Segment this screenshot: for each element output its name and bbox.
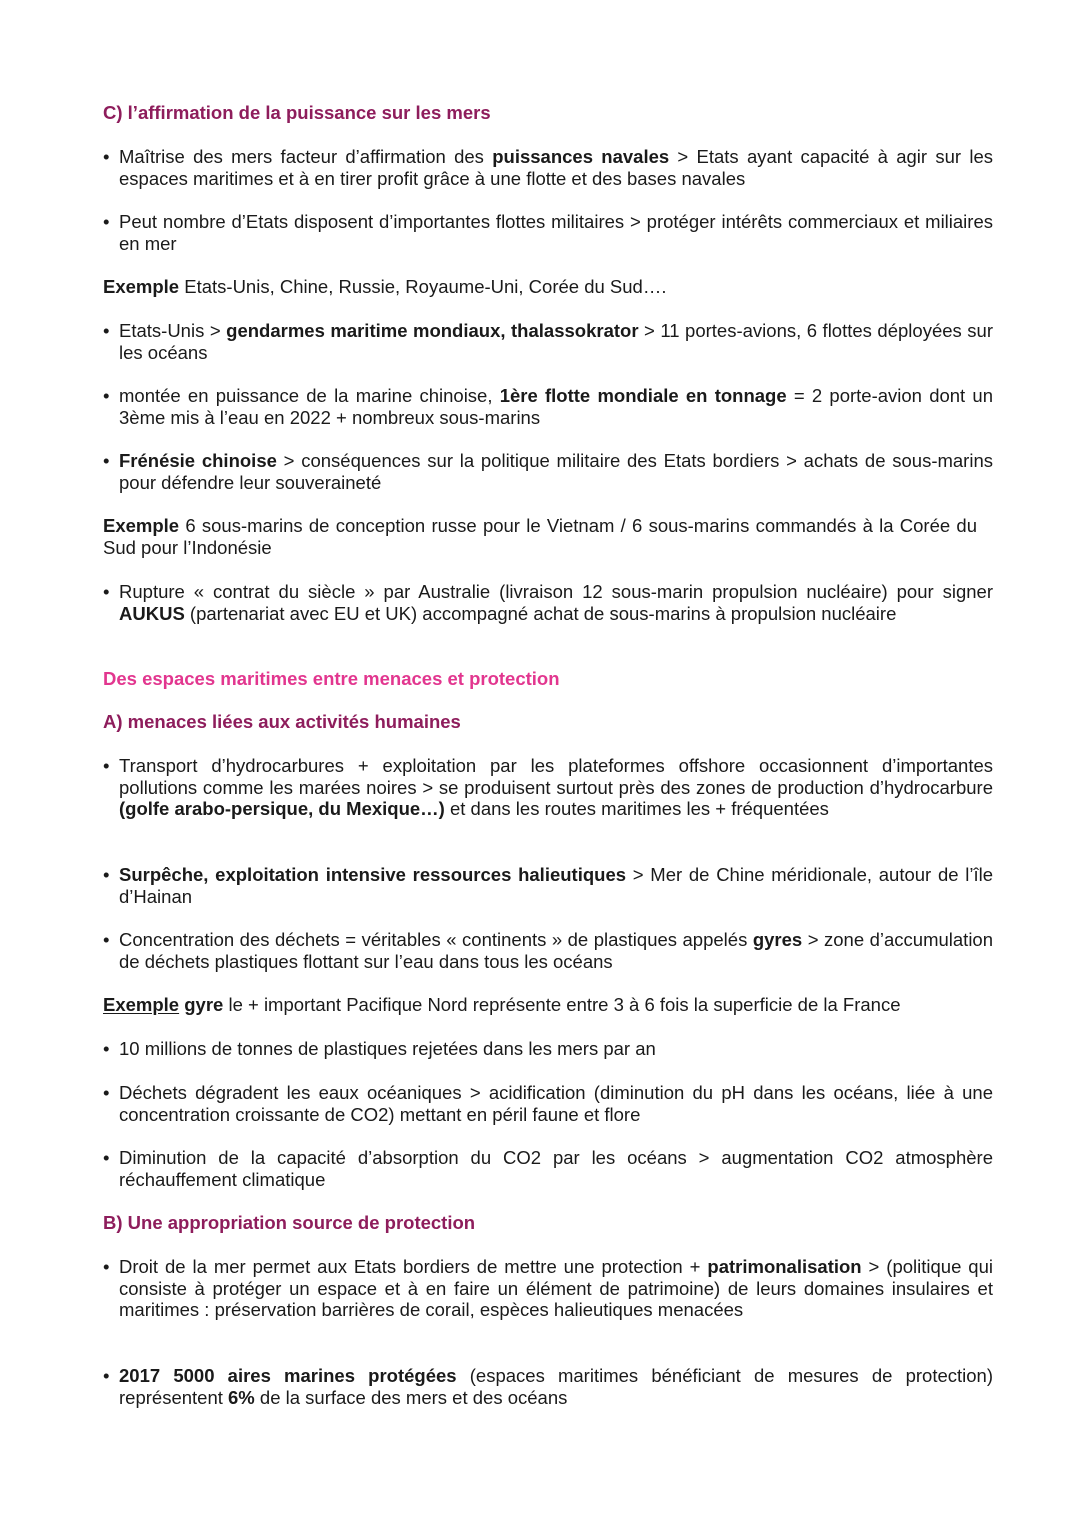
- section-c-bullet-1: • Maîtrise des mers facteur d’affirmation des puissances navales > Etats ayant capacité à agir sur les espaces maritimes et à en tirer profit grâce à une flotte et des bases navales: [103, 146, 993, 189]
- section-a-bullet-6: • Diminution de la capacité d’absorption du CO2 par les océans > augmentation CO2 atmosphère réchauffement climatique: [103, 1147, 993, 1190]
- section-a-bullet-2: • Surpêche, exploitation intensive ressources halieutiques > Mer de Chine méridionale, autour de l’île d’Hainan: [103, 864, 993, 907]
- section-a-title: A) menaces liées aux activités humaines: [103, 711, 461, 732]
- section-a-bullet-3: • Concentration des déchets = véritables « continents » de plastiques appelés gyres > zone d’accumulation de déchets plastiques flottant sur l’eau dans tous les océans: [103, 929, 993, 972]
- section-b-title: B) Une appropriation source de protection: [103, 1212, 476, 1233]
- section-c-bullet-3: • Etats-Unis > gendarmes maritime mondiaux, thalassokrator > 11 portes-avions, 6 flottes déployées sur les océans: [103, 320, 993, 363]
- section-c-bullet-5: • Frénésie chinoise > conséquences sur la politique militaire des Etats bordiers > achats de sous-marins pour défendre leur souveraineté: [103, 450, 993, 493]
- section-a-bullet-1: • Transport d’hydrocarbures + exploitation par les plateformes offshore occasionnent d’importantes pollutions comme les marées noires > se produisent surtout près des zones de production d’hydrocarbure (golfe arabo-persique, du Mexique…) et dans les routes maritimes les + fréquentées: [103, 755, 993, 820]
- section-a-bullet-5: • Déchets dégradent les eaux océaniques > acidification (diminution du pH dans les océans, liée à une concentration croissante de CO2) mettant en péril faune et flore: [103, 1082, 993, 1125]
- part-title: Des espaces maritimes entre menaces et protection: [103, 668, 560, 689]
- section-c-bullet-6: • Rupture « contrat du siècle » par Australie (livraison 12 sous-marin propulsion nucléaire) pour signer AUKUS (partenariat avec EU et UK) accompagné achat de sous-marins à propulsion nucléaire: [103, 581, 993, 624]
- section-b-bullet-2: • 2017 5000 aires marines protégées (espaces maritimes bénéficiant de mesures de protection) représentent 6% de la surface des mers et des océans: [103, 1365, 993, 1408]
- section-a-bullet-4: • 10 millions de tonnes de plastiques rejetées dans les mers par an: [103, 1038, 993, 1060]
- section-a-example: Exemple gyre le + important Pacifique Nord représente entre 3 à 6 fois la superficie de la France: [103, 994, 901, 1015]
- section-c-example-1: Exemple Etats-Unis, Chine, Russie, Royaume-Uni, Corée du Sud….: [103, 276, 667, 297]
- section-c-bullet-4: • montée en puissance de la marine chinoise, 1ère flotte mondiale en tonnage = 2 porte-avion dont un 3ème mis à l’eau en 2022 + nombreux sous-marins: [103, 385, 993, 428]
- section-b-bullet-1: • Droit de la mer permet aux Etats bordiers de mettre une protection + patrimonalisation > (politique qui consiste à protéger un espace et à en faire un élément de patrimoine) de leurs domaines insulaires et maritimes : préservation barrières de corail, espèces halieutiques menacées: [103, 1256, 993, 1321]
- section-c-title: C) l’affirmation de la puissance sur les mers: [103, 102, 491, 123]
- section-c-bullet-2: • Peut nombre d’Etats disposent d’importantes flottes militaires > protéger intérêts commerciaux et miliaires en mer: [103, 211, 993, 254]
- section-c-example-2: Exemple 6 sous-marins de conception russe pour le Vietnam / 6 sous-marins commandés à la Corée du Sud pour l’Indonésie: [103, 515, 977, 558]
